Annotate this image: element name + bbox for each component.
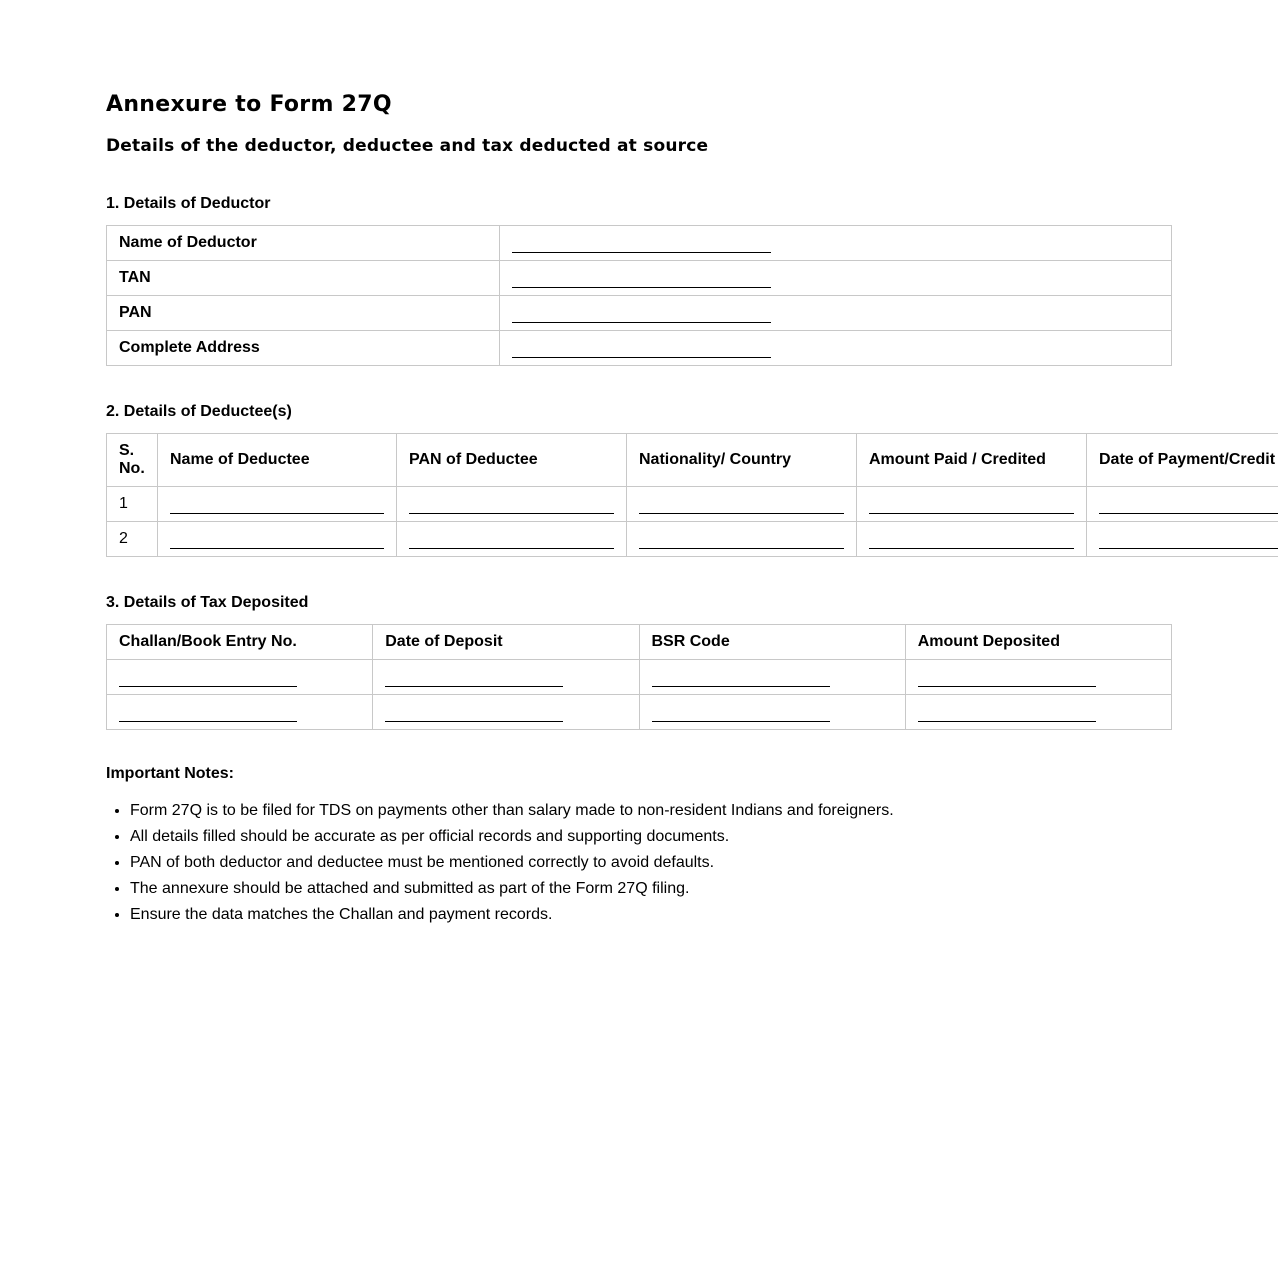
amount-paid-cell bbox=[857, 487, 1087, 522]
page-subtitle: Details of the deductor, deductee and tax deducted at source bbox=[106, 136, 709, 156]
table-row bbox=[107, 296, 1172, 331]
deductor-address-label: Complete Address bbox=[107, 331, 500, 366]
bsr-code-field[interactable] bbox=[652, 672, 830, 687]
deductee-pan-cell bbox=[397, 522, 627, 557]
amount-deposited-field[interactable] bbox=[918, 672, 1096, 687]
column-header-deductee-pan: PAN of Deductee bbox=[397, 434, 627, 487]
deposit-section-heading: 3. Details of Tax Deposited bbox=[106, 594, 309, 611]
deductor-tan-label: TAN bbox=[107, 261, 500, 296]
list-item: • All details filled should be accurate as per official records and supporting documents. bbox=[130, 824, 1278, 850]
table-row bbox=[107, 261, 1172, 296]
amount-paid-field[interactable] bbox=[869, 499, 1074, 514]
column-header-deposit-date: Date of Deposit bbox=[373, 625, 639, 660]
payment-date-field[interactable] bbox=[1099, 499, 1278, 514]
deductor-pan-field[interactable] bbox=[512, 308, 771, 323]
deductee-table bbox=[106, 433, 1278, 557]
table-header-row bbox=[107, 434, 1278, 487]
column-header-deductee-name: Name of Deductee bbox=[158, 434, 397, 487]
deposit-date-cell bbox=[373, 660, 639, 695]
nationality-cell bbox=[627, 522, 857, 557]
deposit-table bbox=[106, 624, 1172, 730]
payment-date-field[interactable] bbox=[1099, 534, 1278, 549]
notes-list bbox=[106, 798, 1278, 928]
column-header-sno: S. No. bbox=[107, 434, 158, 487]
amount-deposited-cell bbox=[905, 695, 1171, 730]
deductor-pan-label: PAN bbox=[107, 296, 500, 331]
column-header-challan-no: Challan/Book Entry No. bbox=[107, 625, 373, 660]
notes-heading: Important Notes: bbox=[106, 765, 234, 782]
table-row bbox=[107, 660, 1172, 695]
payment-date-cell bbox=[1087, 522, 1278, 557]
deductor-tan-field[interactable] bbox=[512, 273, 771, 288]
deductee-name-field[interactable] bbox=[170, 534, 384, 549]
nationality-field[interactable] bbox=[639, 534, 844, 549]
deposit-date-field[interactable] bbox=[385, 672, 563, 687]
table-row bbox=[107, 522, 1278, 557]
amount-deposited-field[interactable] bbox=[918, 707, 1096, 722]
column-header-amount-paid: Amount Paid / Credited bbox=[857, 434, 1087, 487]
amount-deposited-cell bbox=[905, 660, 1171, 695]
column-header-bsr-code: BSR Code bbox=[639, 625, 905, 660]
amount-paid-cell bbox=[857, 522, 1087, 557]
table-row bbox=[107, 487, 1278, 522]
deductor-section-heading: 1. Details of Deductor bbox=[106, 195, 271, 212]
sno-cell: 1 bbox=[107, 487, 158, 522]
list-item: • PAN of both deductor and deductee must be mentioned correctly to avoid defaults. bbox=[130, 850, 1278, 876]
deductee-name-field[interactable] bbox=[170, 499, 384, 514]
deposit-date-cell bbox=[373, 695, 639, 730]
column-header-payment-date: Date of Payment/Credit bbox=[1087, 434, 1278, 487]
list-item: • The annexure should be attached and submitted as part of the Form 27Q filing. bbox=[130, 876, 1278, 902]
table-row bbox=[107, 226, 1172, 261]
deductee-pan-field[interactable] bbox=[409, 499, 614, 514]
deductor-tan-cell bbox=[500, 261, 1172, 296]
challan-no-cell bbox=[107, 695, 373, 730]
deductor-address-field[interactable] bbox=[512, 343, 771, 358]
deposit-date-field[interactable] bbox=[385, 707, 563, 722]
challan-no-field[interactable] bbox=[119, 672, 297, 687]
list-item: • Ensure the data matches the Challan and payment records. bbox=[130, 902, 1278, 928]
payment-date-cell bbox=[1087, 487, 1278, 522]
challan-no-cell bbox=[107, 660, 373, 695]
table-header-row bbox=[107, 625, 1172, 660]
column-header-nationality: Nationality/ Country bbox=[627, 434, 857, 487]
deductor-pan-cell bbox=[500, 296, 1172, 331]
nationality-cell bbox=[627, 487, 857, 522]
table-row bbox=[107, 331, 1172, 366]
deductor-name-label: Name of Deductor bbox=[107, 226, 500, 261]
deductee-section-heading: 2. Details of Deductee(s) bbox=[106, 403, 292, 420]
deductee-name-cell bbox=[158, 487, 397, 522]
deductee-name-cell bbox=[158, 522, 397, 557]
deductor-table bbox=[106, 225, 1172, 366]
deductor-name-field[interactable] bbox=[512, 238, 771, 253]
sno-cell: 2 bbox=[107, 522, 158, 557]
deductee-pan-field[interactable] bbox=[409, 534, 614, 549]
deductee-pan-cell bbox=[397, 487, 627, 522]
bsr-code-cell bbox=[639, 660, 905, 695]
list-item: • Form 27Q is to be filed for TDS on payments other than salary made to non-resident Indians and foreigners. bbox=[130, 798, 1278, 824]
nationality-field[interactable] bbox=[639, 499, 844, 514]
form-page bbox=[106, 88, 1278, 928]
deductor-name-cell bbox=[500, 226, 1172, 261]
challan-no-field[interactable] bbox=[119, 707, 297, 722]
amount-paid-field[interactable] bbox=[869, 534, 1074, 549]
bsr-code-field[interactable] bbox=[652, 707, 830, 722]
bsr-code-cell bbox=[639, 695, 905, 730]
table-row bbox=[107, 695, 1172, 730]
page-title: Annexure to Form 27Q bbox=[106, 92, 392, 117]
deductor-address-cell bbox=[500, 331, 1172, 366]
column-header-amount-deposited: Amount Deposited bbox=[905, 625, 1171, 660]
